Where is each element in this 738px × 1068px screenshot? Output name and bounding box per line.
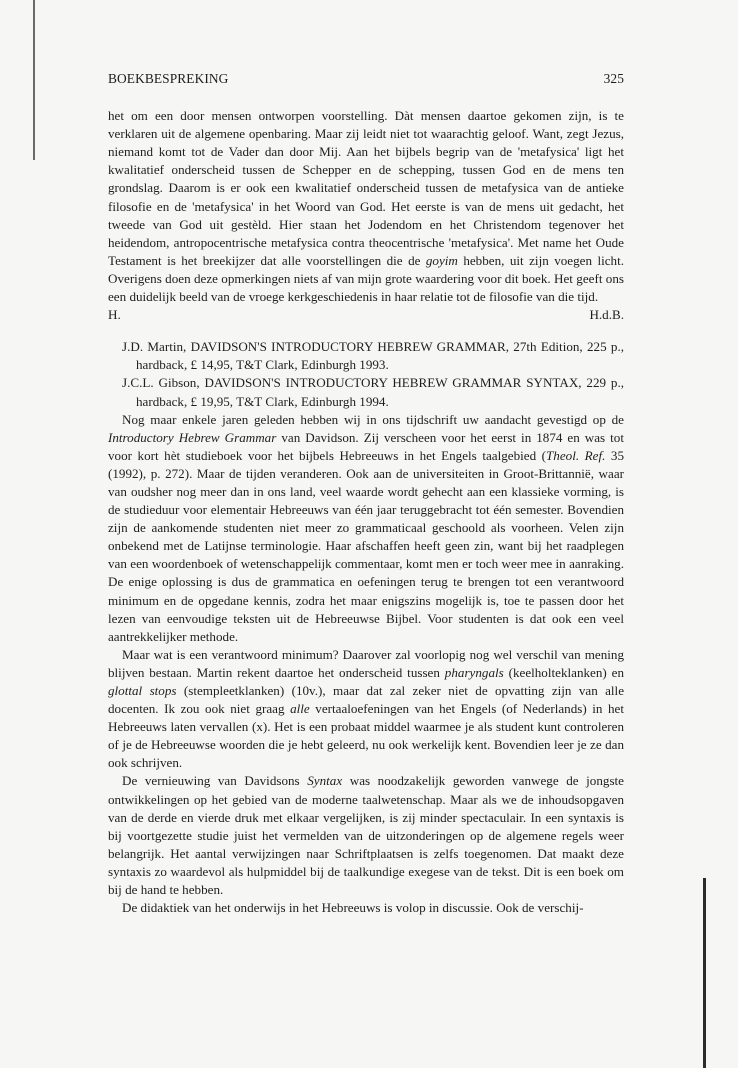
review2-paragraph (108, 899, 624, 917)
scan-edge-right (703, 878, 706, 1068)
italic-text-run: Introductory Hebrew Grammar (108, 429, 277, 445)
book-page (108, 70, 624, 917)
text-run: (keelholteklanken) en (503, 664, 624, 680)
book-references (108, 338, 624, 410)
running-head (108, 70, 624, 88)
review1-paragraph (108, 107, 624, 306)
signature-left: H. (108, 307, 121, 323)
text-run: (stempleetklanken) (10v.), maar dat zal zeker niet de opvatting zijn van alle docenten. Ik zou ook niet graag (108, 683, 625, 717)
review2-paragraph (108, 772, 624, 899)
text-run: Maar wat is een verantwoord minimum? Daarover zal voorlopig nog wel verschil van mening blijven bestaan. Martin rekent daartoe het onderscheid tussen (108, 646, 624, 680)
scan-edge-left (33, 0, 35, 160)
review2-paragraph (108, 646, 624, 773)
italic-text-run: glottal stops (108, 683, 177, 698)
text-run: Nog maar enkele jaren geleden hebben wij in ons tijdschrift uw aandacht gevestigd op de (122, 411, 624, 427)
text-run: hebben, uit zijn voegen licht. Overigens doen deze opmerkingen niets af van mijn grote waardering voor dit boek. Het geeft ons een duidelijk beeld van de vroege kerkgeschiedenis in haar relatie tot de filosofie van die tijd. (108, 252, 625, 305)
section-gap (108, 324, 624, 338)
book-reference: J.C.L. Gibson, DAVIDSON'S INTRODUCTORY HEBREW GRAMMAR SYNTAX, 229 p., hardback, £ 19,95, T&T Clark, Edinburgh 1994. (122, 375, 624, 409)
signature-right: H.d.B. (589, 307, 624, 323)
text-run: 35 (1992), p. 272). Maar de tijden veranderen. Ook aan de universiteiten in Groot-Brittannië, waar van oudsher nog meer dan in ons land, veel waarde wordt gehecht aan een klassieke vorming, is de studieduur voor elementair Hebreeuws van één jaar teruggebracht tot één semester. Bovendien zijn de aankomende studenten niet meer zo grammaticaal geschoold als voorheen. Velen zijn onbekend met de Latijnse terminologie. Haar afschaffen heeft geen zin, want bij het raadplegen van een woordenboek of wetenschappelijk commentaar, komt men er toch weer mee in aanraking. De enige oplossing is dus de grammatica en oefeningen terug te brengen tot een verantwoord minimum en de opgedane kennis, zodra het maar enigszins mogelijk is, toe te passen door het lezen van eenvoudige teksten uit de Hebreeuwse Bijbel. Voor studenten is dat ook een veel aantrekkelijker methode. (108, 447, 625, 644)
italic-text-run: alle (290, 701, 310, 717)
page-number: 325 (603, 71, 624, 86)
review2-body (108, 411, 624, 918)
text-run: vertaaloefeningen van het Engels (of Nederlands) in het Hebreeuws laten vervallen (x). Het is een probaat middel waarmee je als student kunt controleren of je de Hebreeuwse woorden die je hebt geleerd, nu ook werkelijk kent. Bovendien leer je ze dan ook schrijven. (108, 701, 625, 771)
review1-signature (108, 306, 624, 324)
text-run: was noodzakelijk geworden vanwege de jongste ontwikkelingen op het gebied van de moderne taalwetenschap. Maar als we de inhoudsopgaven van de derde en vierde druk met elkaar vergelijken, is zij minder spectaculair. In een syntaxis is bij voortgezette studie juist het vermelden van de uitzonderingen op de algemene regels weer belangrijk. Het aantal verwijzingen naar Schriftplaatsen is zelfs toegenomen. Dat maakt deze syntaxis zo waardevol als hulpmiddel bij de taalkundige exegese van de tekst. Dit is een boek om bij de hand te hebben. (108, 773, 624, 898)
review2-paragraph (108, 411, 624, 646)
running-title: BOEKBESPREKING (108, 71, 229, 86)
text-run: De vernieuwing van Davidsons (122, 773, 308, 789)
italic-text-run: pharyngals (444, 664, 504, 680)
italic-text-run: Syntax (307, 773, 343, 789)
italic-text-run: Theol. Ref. (546, 447, 606, 463)
book-reference: J.D. Martin, DAVIDSON'S INTRODUCTORY HEBREW GRAMMAR, 27th Edition, 225 p., hardback, £ 14,95, T&T Clark, Edinburgh 1993. (122, 339, 624, 373)
text-run: De didaktiek van het onderwijs in het Hebreeuws is volop in discussie. Ook de verschij- (122, 900, 584, 916)
italic-text-run: goyim (425, 252, 458, 268)
text-run: het om een door mensen ontworpen voorstelling. Dàt mensen daartoe gekomen zijn, is te verklaren uit de algemene openbaring. Maar zij leidt niet tot waarachtig geloof. Want, zegt Jezus, niemand komt tot de Vader dan door Mij. Aan het bijbels begrip van de 'metafysica' ligt het kwalitatief onderscheid tussen de Schepper en de schepping, tussen God en de mens ten grondslag. Daarom is er ook een kwalitatief onderscheid tussen de metafysica van de antieke filosofie en de 'metafysica' in het Woord van God. Het eerste is van de mens uit gedacht, het tweede van God uit gestèld. Hier staan het Jodendom en het Christendom tegenover het heidendom, antropocentrische metafysica contra theocentrische 'metafysica'. Met name het Oude Testament is het breekijzer dat alle voorstellingen die de (108, 108, 624, 268)
text-run: van Davidson. Zij verscheen voor het eerst in 1874 en was tot voor kort hèt studieboek voor het bijbels Hebreeuws in het Engels taalgebied ( (108, 429, 624, 463)
